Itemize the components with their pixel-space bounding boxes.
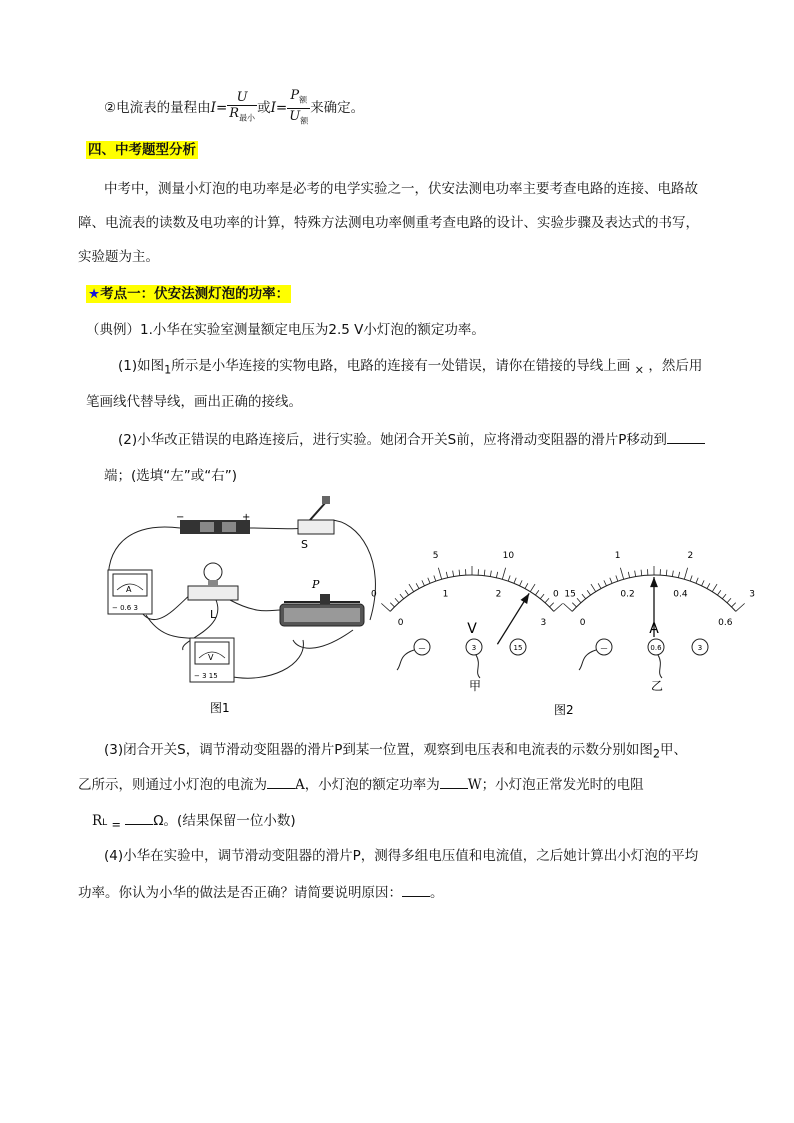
question-3-line-1: (3)闭合开关S，调节滑动变阻器的滑片P到某一位置，观察到电压表和电流表的示数分别如图$_2$甲、 — [104, 742, 688, 761]
svg-text:L: L — [210, 608, 217, 621]
tick-mark — [707, 583, 710, 588]
tick-mark — [438, 568, 441, 580]
terminal-label: 15 — [513, 644, 523, 652]
tick-mark — [550, 603, 554, 607]
tick-mark — [582, 594, 586, 599]
ammeter — [108, 570, 152, 614]
switch — [298, 496, 334, 551]
tick-label-top: 0 — [371, 589, 377, 600]
tick-mark — [672, 571, 673, 577]
dial-arc — [390, 575, 553, 611]
intro-line-2: 障、电流表的读数及电功率的计算，特殊方法测电功率侧重考查电路的设计、实验步骤及表达式的书写， — [78, 215, 699, 231]
formula-line: ②电流表的量程由I= $\frac{U}{R_{最小}}$ 或I= $\frac{P_额}{U_额}$ 来确定。 — [104, 88, 364, 128]
tick-mark — [732, 603, 736, 607]
star-icon: ★ — [88, 286, 101, 302]
answer-blank-resistance[interactable] — [125, 810, 153, 825]
svg-text:A: A — [126, 585, 132, 594]
formula-fraction-2: $\frac{P_额}{U_额}$ — [289, 88, 309, 126]
svg-text:P: P — [312, 578, 320, 591]
tick-mark — [604, 580, 607, 585]
lamp — [188, 563, 238, 621]
svg-text:− 0.6 3: − 0.6 3 — [112, 604, 138, 612]
terminal-label: 3 — [471, 644, 477, 652]
tick-mark — [722, 594, 726, 599]
figure-2-meters — [371, 490, 755, 720]
figure-1-circuit — [98, 490, 388, 720]
needle-tip — [650, 577, 658, 587]
tick-mark — [702, 580, 705, 585]
kaodian-title: ★考点一：伏安法测灯泡的功率： — [88, 286, 290, 302]
svg-text:+: + — [242, 512, 251, 523]
formula-prefix: ②电流表的量程由 — [104, 100, 211, 117]
tick-mark — [525, 583, 528, 588]
tick-mark — [446, 572, 447, 578]
answer-blank-power[interactable] — [440, 774, 468, 789]
tick-mark — [422, 580, 425, 585]
tick-label-top: 1 — [614, 551, 621, 562]
tick-mark — [577, 598, 581, 602]
question-3-line-3: RL $_=$ Ω。(结果保留一位小数) — [92, 810, 296, 836]
tick-mark — [666, 570, 667, 576]
tick-mark — [381, 603, 390, 611]
tick-mark — [554, 603, 563, 611]
tick-mark — [712, 584, 717, 592]
tick-mark — [508, 575, 510, 581]
voltmeter-dial — [371, 551, 576, 693]
question-1-line-2: 笔画线代替导线，画出正确的接线。 — [86, 394, 302, 410]
svg-text:V: V — [208, 653, 214, 662]
tick-mark — [620, 568, 623, 580]
tick-label-top: 0 — [553, 589, 559, 600]
svg-text:− 3 15: − 3 15 — [194, 672, 218, 680]
svg-text:S: S — [301, 538, 308, 551]
tick-mark — [390, 603, 394, 607]
tick-label-bottom: 1 — [442, 589, 449, 600]
tick-mark — [535, 590, 538, 595]
formula-fraction-1: $\frac{U}{R_{最小}}$ — [229, 90, 256, 123]
tick-mark — [459, 570, 460, 576]
tick-mark — [628, 572, 629, 578]
wire — [230, 600, 280, 611]
figure-1-caption: 图1 — [210, 701, 230, 715]
answer-blank-direction[interactable] — [667, 429, 705, 444]
wire — [658, 655, 662, 678]
formula-suffix: 来确定。 — [310, 100, 365, 117]
tick-mark — [514, 578, 516, 584]
wire — [250, 528, 303, 529]
terminal-label: — — [600, 644, 608, 652]
tick-mark — [428, 578, 430, 584]
meter-label: 甲 — [468, 679, 482, 693]
tick-label-bottom: 0.6 — [718, 617, 733, 628]
meter-symbol: A — [649, 621, 659, 637]
tick-label-top: 3 — [749, 589, 755, 600]
question-2-line-2: 端；(选填“左”或“右”) — [104, 468, 238, 484]
needle-tip — [521, 593, 530, 604]
tick-label-bottom: 0.2 — [620, 589, 635, 600]
question-1-line-1: (1)如图$_1$所示是小华连接的实物电路，电路的连接有一处错误，请你在错接的导线上画 $_\times$ ，然后用 — [118, 358, 703, 377]
wire — [397, 650, 414, 670]
tick-mark — [502, 568, 505, 580]
wire — [476, 655, 480, 678]
intro-line-3: 实验题为主。 — [78, 249, 159, 265]
tick-label-top: 5 — [432, 551, 439, 562]
tick-mark — [572, 603, 576, 607]
tick-mark — [545, 598, 549, 602]
tick-label-top: 2 — [687, 551, 694, 562]
cross-mark: × — [634, 363, 645, 377]
tick-mark — [717, 590, 720, 595]
tick-mark — [696, 578, 698, 584]
figure-2-caption: 图2 — [554, 703, 574, 717]
tick-mark — [690, 575, 692, 581]
voltmeter — [190, 638, 234, 682]
meter-label: 乙 — [650, 679, 664, 693]
question-4-line-2: 功率。你认为小华的做法是否正确？请简要说明原因： 。 — [78, 882, 444, 903]
section-title: 四、中考题型分析 — [88, 142, 196, 158]
tick-mark — [540, 594, 544, 599]
tick-mark — [490, 571, 491, 577]
wire — [293, 630, 353, 648]
tick-mark — [416, 583, 419, 588]
tick-label-top: 15 — [564, 589, 576, 600]
tick-label-top: 10 — [502, 551, 515, 562]
tick-mark — [598, 583, 601, 588]
answer-blank-reason[interactable] — [402, 882, 430, 897]
tick-mark — [484, 570, 485, 576]
svg-text:−: − — [176, 512, 185, 523]
terminal-label: 3 — [697, 644, 703, 652]
answer-blank-current[interactable] — [267, 774, 295, 789]
tick-mark — [591, 584, 596, 592]
example-line: （典例）1.小华在实验室测量额定电压为2.5 V小灯泡的额定功率。 — [86, 322, 485, 338]
tick-mark — [616, 575, 618, 581]
terminal-label: 0.6 — [650, 644, 662, 652]
rheostat — [280, 578, 364, 626]
terminal-label: — — [418, 644, 426, 652]
question-2-line-1: (2)小华改正错误的电路连接后，进行实验。她闭合开关S前，应将滑动变阻器的滑片P移动到 — [118, 429, 705, 450]
ammeter-dial — [553, 551, 755, 693]
tick-mark — [496, 572, 497, 578]
tick-mark — [405, 590, 408, 595]
tick-mark — [409, 584, 414, 592]
tick-label-bottom: 3 — [540, 617, 547, 628]
question-3-line-2: 乙所示，则通过小灯泡的电流为 A，小灯泡的额定功率为 W；小灯泡正常发光时的电阻 — [78, 774, 644, 795]
intro-line-1: 中考中，测量小灯泡的电功率是必考的电学实验之一，伏安法测电功率主要考查电路的连接、电路故 — [104, 181, 698, 197]
tick-mark — [530, 584, 535, 592]
meter-symbol: V — [467, 621, 477, 637]
tick-mark — [736, 603, 745, 611]
tick-mark — [434, 575, 436, 581]
tick-mark — [520, 580, 523, 585]
question-4-line-1: (4)小华在实验中，调节滑动变阻器的滑片P，测得多组电压值和电流值，之后她计算出小灯泡的平均 — [104, 848, 699, 864]
tick-mark — [400, 594, 404, 599]
tick-mark — [610, 578, 612, 584]
wire — [579, 650, 596, 670]
tick-mark — [727, 598, 731, 602]
tick-mark — [587, 590, 590, 595]
tick-mark — [453, 571, 454, 577]
battery — [176, 512, 250, 534]
tick-label-bottom: 0 — [397, 617, 404, 628]
tick-mark — [641, 570, 642, 576]
wire — [228, 640, 303, 678]
tick-mark — [684, 568, 687, 580]
tick-mark — [678, 572, 679, 578]
tick-mark — [563, 603, 572, 611]
tick-label-bottom: 2 — [495, 589, 502, 600]
tick-mark — [635, 571, 636, 577]
tick-label-bottom: 0.4 — [673, 589, 688, 600]
tick-label-bottom: 0 — [579, 617, 586, 628]
tick-mark — [395, 598, 399, 602]
